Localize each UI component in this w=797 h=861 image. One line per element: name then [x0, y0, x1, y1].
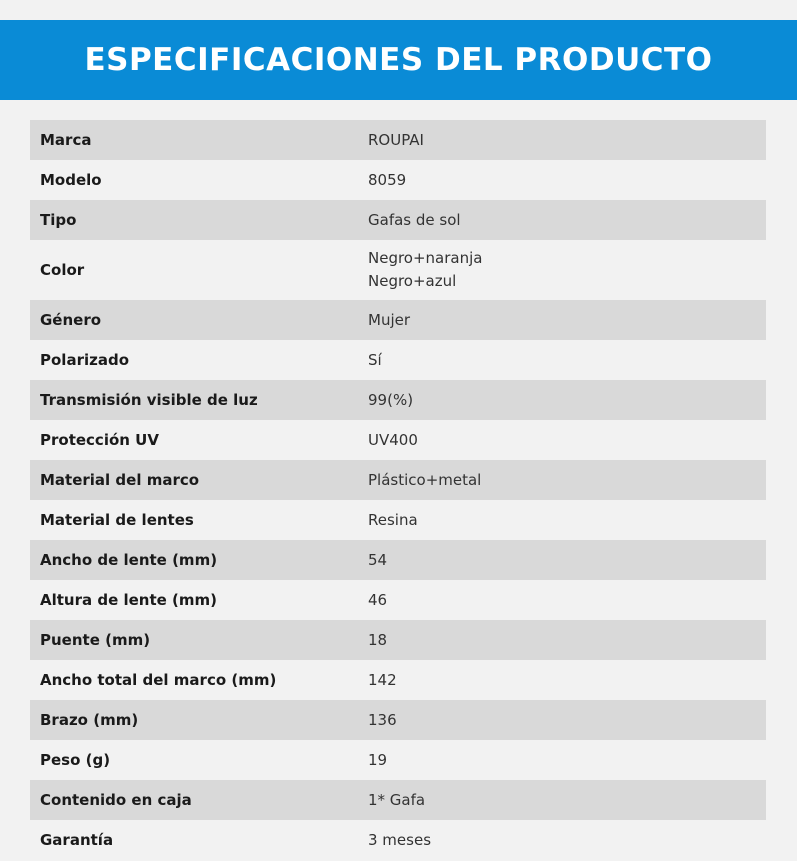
spec-label: Peso (g)	[40, 751, 111, 769]
spec-label: Tipo	[40, 211, 77, 229]
spec-value: 99(%)	[368, 390, 414, 409]
spec-value: 1* Gafa	[368, 790, 426, 809]
spec-label: Transmisión visible de luz	[40, 391, 258, 409]
spec-row-polarizado	[30, 340, 766, 380]
spec-value: Gafas de sol	[368, 210, 461, 229]
spec-value: 19	[368, 750, 388, 769]
spec-row-material-lentes	[30, 500, 766, 540]
spec-value-line: Negro+naranja	[368, 249, 483, 267]
spec-value: 46	[368, 590, 388, 609]
spec-row-proteccion-uv	[30, 420, 766, 460]
spec-row-peso	[30, 740, 766, 780]
spec-row-material-marco	[30, 460, 766, 500]
spec-row-modelo	[30, 160, 766, 200]
spec-row-puente	[30, 620, 766, 660]
spec-value: 18	[368, 630, 388, 649]
spec-label: Material de lentes	[40, 511, 194, 529]
header-banner	[0, 20, 797, 100]
spec-label: Brazo (mm)	[40, 711, 139, 729]
spec-label: Polarizado	[40, 351, 129, 369]
spec-row-ancho-lente	[30, 540, 766, 580]
spec-value: 136	[368, 710, 397, 729]
spec-value: ROUPAI	[368, 130, 424, 149]
spec-value-line: Negro+azul	[368, 272, 457, 290]
spec-row-altura-lente	[30, 580, 766, 620]
spec-row-tipo	[30, 200, 766, 240]
spec-row-ancho-total	[30, 660, 766, 700]
spec-row-brazo	[30, 700, 766, 740]
spec-row-genero	[30, 300, 766, 340]
spec-value: 8059	[368, 170, 407, 189]
specifications-table	[30, 120, 766, 860]
spec-value: 54	[368, 550, 388, 569]
spec-label: Color	[40, 261, 85, 279]
spec-label: Marca	[40, 131, 92, 149]
spec-value: 142	[368, 670, 397, 689]
page-title: ESPECIFICACIONES DEL PRODUCTO	[84, 42, 713, 78]
spec-row-marca	[30, 120, 766, 160]
spec-value	[368, 247, 766, 293]
spec-value: Resina	[368, 510, 418, 529]
spec-value: Plástico+metal	[368, 470, 482, 489]
spec-row-contenido	[30, 780, 766, 820]
spec-label: Ancho total del marco (mm)	[40, 671, 277, 689]
spec-label: Modelo	[40, 171, 102, 189]
spec-label: Ancho de lente (mm)	[40, 551, 218, 569]
spec-row-garantia	[30, 820, 766, 860]
spec-row-color	[30, 240, 766, 300]
spec-value: UV400	[368, 430, 418, 449]
spec-value: Sí	[368, 350, 382, 369]
spec-value: Mujer	[368, 310, 411, 329]
spec-label: Garantía	[40, 831, 114, 849]
spec-label: Género	[40, 311, 102, 329]
spec-label: Material del marco	[40, 471, 200, 489]
spec-label: Protección UV	[40, 431, 159, 449]
spec-value: 3 meses	[368, 830, 432, 849]
spec-label: Altura de lente (mm)	[40, 591, 218, 609]
spec-row-transmision	[30, 380, 766, 420]
spec-label: Contenido en caja	[40, 791, 192, 809]
spec-label: Puente (mm)	[40, 631, 151, 649]
